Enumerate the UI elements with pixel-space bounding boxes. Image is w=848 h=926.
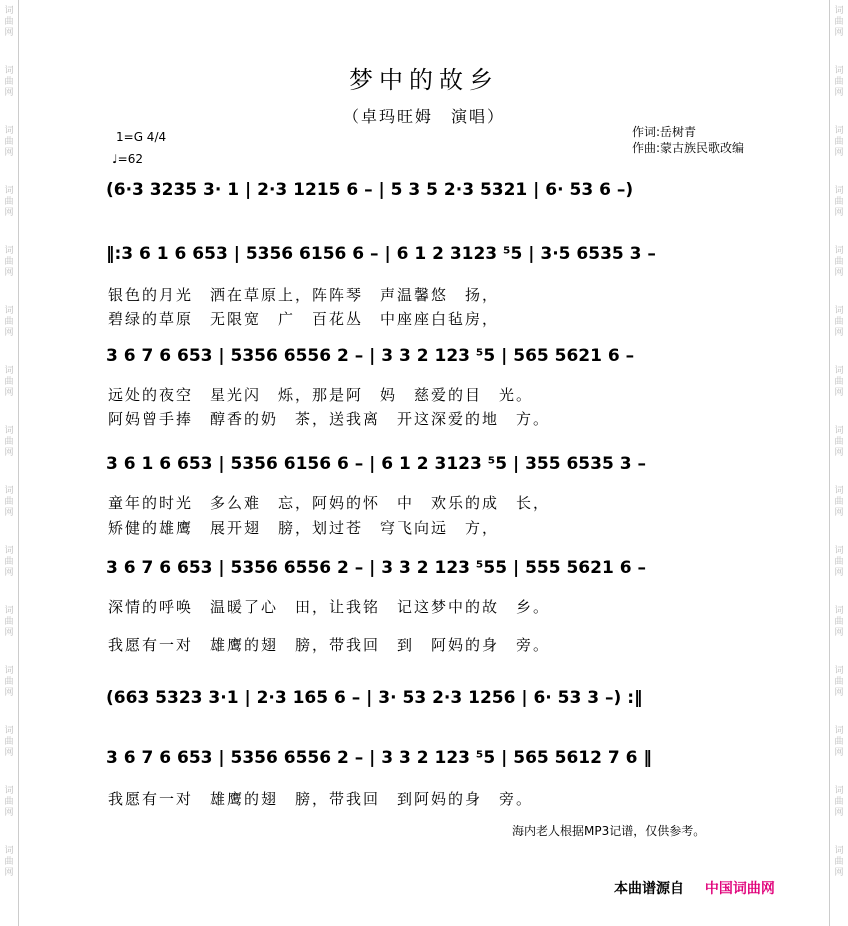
watermark-text: 词 曲 网 bbox=[834, 726, 844, 758]
lyric-line: 矫健的雄鹰 展开翅 膀，划过苍 穹飞向远 方， bbox=[108, 519, 500, 537]
watermark-text: 词 曲 网 bbox=[4, 306, 14, 338]
source-credit bbox=[614, 878, 775, 898]
watermark-text: 词 曲 网 bbox=[834, 186, 844, 218]
lyric-line: 童年的时光 多么难 忘，阿妈的怀 中 欢乐的成 长， bbox=[108, 494, 551, 512]
tempo-marking: ♩=62 bbox=[112, 152, 143, 166]
watermark-text: 词 曲 网 bbox=[834, 606, 844, 638]
composer: 作曲:蒙古族民歌改编 bbox=[632, 141, 745, 155]
lyric-line: 银色的月光 洒在草原上，阵阵琴 声温馨悠 扬， bbox=[108, 286, 500, 304]
music-row: 3 6 7 6 653 | 5356 6556 2 – | 3 3 2 123 ⁵5 | 565 5621 6 – bbox=[106, 346, 635, 366]
music-row: 3 6 7 6 653 | 5356 6556 2 – | 3 3 2 123 ⁵55 | 555 5621 6 – bbox=[106, 558, 646, 578]
lyric-line: 阿妈曾手捧 醇香的奶 茶，送我离 开这深爱的地 方。 bbox=[108, 410, 551, 428]
watermark-text: 词 曲 网 bbox=[4, 606, 14, 638]
song-title: 梦中的故乡 bbox=[349, 66, 499, 94]
transcription-note: 海内老人根据MP3记谱，仅供参考。 bbox=[512, 824, 706, 838]
watermark-text: 词 曲 网 bbox=[4, 66, 14, 98]
intro-row: (6·3 3235 3· 1 | 2·3 1215 6 – | 5 3 5 2·3 5321 | 6· 53 6 –) bbox=[106, 180, 634, 200]
watermark-text: 词 曲 网 bbox=[4, 6, 14, 38]
credits bbox=[632, 124, 744, 156]
watermark-text: 词 曲 网 bbox=[834, 486, 844, 518]
source-site-link[interactable]: 中国词曲网 bbox=[704, 881, 775, 897]
watermark-text: 词 曲 网 bbox=[4, 726, 14, 758]
watermark-text: 词 曲 网 bbox=[834, 366, 844, 398]
watermark-text: 词 曲 网 bbox=[4, 846, 14, 878]
watermark-text: 词 曲 网 bbox=[4, 246, 14, 278]
music-row: (663 5323 3·1 | 2·3 165 6 – | 3· 53 2·3 1256 | 6· 53 3 –) :‖ bbox=[106, 688, 643, 708]
watermark-text: 词 曲 网 bbox=[834, 6, 844, 38]
lyric-line: 我愿有一对 雄鹰的翅 膀，带我回 到阿妈的身 旁。 bbox=[108, 790, 534, 808]
music-row: 3 6 1 6 653 | 5356 6156 6 – | 6 1 2 3123 ⁵5 | 355 6535 3 – bbox=[106, 454, 646, 474]
right-watermark-strip bbox=[829, 0, 848, 926]
watermark-text: 词 曲 网 bbox=[4, 366, 14, 398]
watermark-text: 词 曲 网 bbox=[4, 666, 14, 698]
watermark-text: 词 曲 网 bbox=[4, 786, 14, 818]
watermark-text: 词 曲 网 bbox=[834, 426, 844, 458]
left-watermark-strip bbox=[0, 0, 19, 926]
music-row: 3 6 7 6 653 | 5356 6556 2 – | 3 3 2 123 ⁵5 | 565 5612 7 6 ‖ bbox=[106, 748, 652, 768]
watermark-text: 词 曲 网 bbox=[834, 546, 844, 578]
watermark-text: 词 曲 网 bbox=[834, 786, 844, 818]
watermark-text: 词 曲 网 bbox=[834, 666, 844, 698]
watermark-text: 词 曲 网 bbox=[4, 546, 14, 578]
watermark-text: 词 曲 网 bbox=[4, 426, 14, 458]
lyric-line: 碧绿的草原 无限宽 广 百花丛 中座座白毡房， bbox=[108, 310, 500, 328]
watermark-text: 词 曲 网 bbox=[834, 246, 844, 278]
song-subtitle: （卓玛旺姆 演唱） bbox=[342, 107, 505, 126]
watermark-text: 词 曲 网 bbox=[834, 306, 844, 338]
watermark-text: 词 曲 网 bbox=[4, 126, 14, 158]
lyric-line: 深情的呼唤 温暖了心 田，让我铭 记这梦中的故 乡。 bbox=[108, 598, 551, 616]
source-label: 本曲谱源自 bbox=[614, 881, 684, 897]
watermark-text: 词 曲 网 bbox=[834, 66, 844, 98]
watermark-text: 词 曲 网 bbox=[834, 846, 844, 878]
lyric-line: 我愿有一对 雄鹰的翅 膀，带我回 到 阿妈的身 旁。 bbox=[108, 636, 551, 654]
lyric-line: 远处的夜空 星光闪 烁，那是阿 妈 慈爱的目 光。 bbox=[108, 386, 534, 404]
watermark-text: 词 曲 网 bbox=[4, 186, 14, 218]
lyricist: 作词:岳树青 bbox=[632, 125, 697, 139]
music-row: ‖:3 6 1 6 653 | 5356 6156 6 – | 6 1 2 3123 ⁵5 | 3·5 6535 3 – bbox=[106, 244, 656, 264]
watermark-text: 词 曲 网 bbox=[4, 486, 14, 518]
watermark-text: 词 曲 网 bbox=[834, 126, 844, 158]
key-signature: 1=G 4/4 bbox=[116, 130, 167, 144]
